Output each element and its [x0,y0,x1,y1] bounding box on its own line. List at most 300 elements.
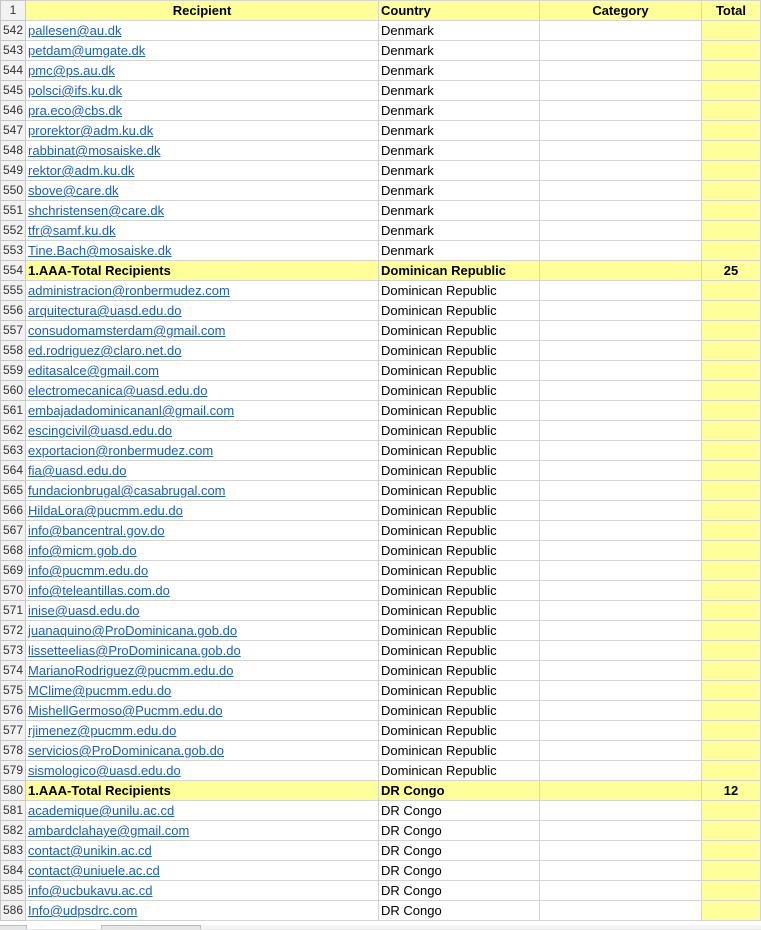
category-cell[interactable] [540,121,702,141]
recipient-cell[interactable] [26,281,379,301]
total-cell[interactable] [701,681,760,701]
row-number[interactable]: 585 [1,881,26,901]
country-cell[interactable]: Denmark [379,241,540,261]
recipient-cell[interactable] [26,41,379,61]
country-cell[interactable]: DR Congo [379,881,540,901]
row-number[interactable]: 562 [1,421,26,441]
total-cell[interactable] [701,281,760,301]
row-number[interactable]: 557 [1,321,26,341]
country-cell[interactable]: Dominican Republic [379,461,540,481]
row-number[interactable]: 551 [1,201,26,221]
recipient-cell[interactable] [26,861,379,881]
total-cell[interactable] [701,181,760,201]
category-cell[interactable] [540,641,702,661]
recipient-cell[interactable] [26,621,379,641]
sheet-tab[interactable] [26,925,102,929]
header-row [1,1,761,21]
country-cell[interactable]: Dominican Republic [379,721,540,741]
table-row [1,481,761,501]
recipient-cell[interactable] [26,61,379,81]
row-number[interactable]: 548 [1,141,26,161]
recipient-cell[interactable] [26,161,379,181]
email-link[interactable]: exportacion@ronbermudez.com [28,443,214,458]
category-cell[interactable] [540,601,702,621]
email-link[interactable]: electromecanica@uasd.edu.do [28,383,208,398]
country-cell[interactable]: Dominican Republic [379,361,540,381]
row-number[interactable]: 577 [1,721,26,741]
country-cell[interactable]: Dominican Republic [379,481,540,501]
total-cell[interactable] [701,381,760,401]
table-row [1,621,761,641]
total-cell[interactable] [701,361,760,381]
category-cell[interactable] [540,241,702,261]
category-cell[interactable] [540,81,702,101]
category-cell[interactable] [540,741,702,761]
recipient-cell[interactable] [26,501,379,521]
recipient-cell[interactable] [26,21,379,41]
row-number[interactable]: 542 [1,21,26,41]
country-cell[interactable]: Dominican Republic [379,541,540,561]
total-cell[interactable] [701,121,760,141]
email-link[interactable]: info@teleantillas.com.do [28,583,170,598]
recipient-cell[interactable] [26,321,379,341]
header-recipient[interactable]: Recipient [26,1,379,21]
country-cell[interactable]: Dominican Republic [379,521,540,541]
total-cell[interactable] [701,301,760,321]
total-cell[interactable] [701,581,760,601]
total-cell[interactable] [701,441,760,461]
row-number[interactable]: 586 [1,901,26,921]
country-cell[interactable]: DR Congo [379,801,540,821]
email-link[interactable]: embajadadominicananl@gmail.com [28,403,235,418]
email-link[interactable]: rabbinat@mosaiske.dk [28,143,161,158]
recipient-cell[interactable] [26,421,379,441]
total-cell[interactable] [701,641,760,661]
country-cell[interactable]: Denmark [379,221,540,241]
total-cell[interactable] [701,501,760,521]
category-cell[interactable] [540,521,702,541]
category-cell[interactable] [540,901,702,921]
table-row [1,601,761,621]
email-link[interactable]: info@ucbukavu.ac.cd [28,883,153,898]
row-number[interactable]: 546 [1,101,26,121]
total-cell[interactable] [701,621,760,641]
total-cell[interactable] [701,161,760,181]
table-row [1,861,761,881]
table-row [1,201,761,221]
row-number[interactable]: 580 [1,781,26,801]
category-cell[interactable] [540,461,702,481]
category-cell[interactable] [540,841,702,861]
total-cell[interactable]: 25 [701,261,760,281]
category-cell[interactable] [540,821,702,841]
table-row [1,341,761,361]
row-number[interactable]: 549 [1,161,26,181]
total-label-cell[interactable]: 1.AAA-Total Recipients [26,781,379,801]
recipient-cell[interactable] [26,101,379,121]
recipient-cell[interactable] [26,821,379,841]
row-number[interactable]: 550 [1,181,26,201]
email-link[interactable]: pra.eco@cbs.dk [28,103,123,118]
row-number[interactable]: 555 [1,281,26,301]
country-cell[interactable]: DR Congo [379,821,540,841]
email-link[interactable]: MClime@pucmm.edu.do [28,683,172,698]
email-link[interactable]: prorektor@adm.ku.dk [28,123,154,138]
category-cell[interactable] [540,221,702,241]
total-cell[interactable] [701,881,760,901]
country-cell[interactable]: Denmark [379,21,540,41]
country-cell[interactable]: Dominican Republic [379,761,540,781]
table-row [1,501,761,521]
category-cell[interactable] [540,561,702,581]
email-link[interactable]: editasalce@gmail.com [28,363,160,378]
recipient-cell[interactable] [26,361,379,381]
country-cell[interactable]: Dominican Republic [379,301,540,321]
recipient-cell[interactable] [26,341,379,361]
category-cell[interactable] [540,721,702,741]
total-cell[interactable] [701,801,760,821]
recipient-cell[interactable] [26,401,379,421]
email-link[interactable]: MishellGermoso@Pucmm.edu.do [28,703,223,718]
email-link[interactable]: lissetteelias@ProDominicana.gob.do [28,643,241,658]
total-cell[interactable] [701,321,760,341]
recipient-cell[interactable] [26,121,379,141]
country-cell[interactable]: Dominican Republic [379,741,540,761]
email-link[interactable]: contact@unikin.ac.cd [28,843,152,858]
country-cell[interactable]: Dominican Republic [379,441,540,461]
email-link[interactable]: servicios@ProDominicana.gob.do [28,743,225,758]
row-number[interactable]: 579 [1,761,26,781]
category-cell[interactable] [540,141,702,161]
horizontal-scrollbar[interactable] [200,925,761,929]
row-number[interactable]: 560 [1,381,26,401]
country-cell[interactable]: Denmark [379,181,540,201]
total-cell[interactable] [701,821,760,841]
country-cell[interactable]: Denmark [379,141,540,161]
row-number[interactable]: 574 [1,661,26,681]
email-link[interactable]: pallesen@au.dk [28,23,122,38]
recipient-cell[interactable] [26,381,379,401]
recipient-cell[interactable] [26,301,379,321]
email-link[interactable]: fundacionbrugal@casabrugal.com [28,483,226,498]
category-cell[interactable] [540,801,702,821]
recipient-cell[interactable] [26,221,379,241]
email-link[interactable]: sismologico@uasd.edu.do [28,763,181,778]
total-cell[interactable] [701,61,760,81]
recipient-cell[interactable] [26,181,379,201]
total-cell[interactable] [701,601,760,621]
country-cell[interactable]: Dominican Republic [379,321,540,341]
country-cell[interactable]: Dominican Republic [379,501,540,521]
country-cell[interactable]: DR Congo [379,841,540,861]
recipient-cell[interactable] [26,881,379,901]
email-link[interactable]: inise@uasd.edu.do [28,603,140,618]
category-cell[interactable] [540,181,702,201]
recipient-cell[interactable] [26,601,379,621]
total-cell[interactable] [701,841,760,861]
category-cell[interactable] [540,261,702,281]
recipient-cell[interactable] [26,641,379,661]
category-cell[interactable] [540,661,702,681]
total-cell[interactable] [701,761,760,781]
category-cell[interactable] [540,781,702,801]
category-cell[interactable] [540,441,702,461]
row-number[interactable]: 569 [1,561,26,581]
row-number[interactable]: 553 [1,241,26,261]
email-link[interactable]: juanaquino@ProDominicana.gob.do [28,623,238,638]
total-cell[interactable] [701,701,760,721]
country-cell[interactable]: Dominican Republic [379,641,540,661]
row-number[interactable]: 544 [1,61,26,81]
table-row [1,101,761,121]
category-cell[interactable] [540,361,702,381]
row-number[interactable]: 563 [1,441,26,461]
row-number[interactable]: 545 [1,81,26,101]
total-cell[interactable] [701,81,760,101]
country-cell[interactable]: Dominican Republic [379,621,540,641]
table-row [1,181,761,201]
category-cell[interactable] [540,161,702,181]
table-row [1,761,761,781]
recipient-cell[interactable] [26,241,379,261]
table-row [1,281,761,301]
country-cell[interactable]: Dominican Republic [379,661,540,681]
header-category[interactable]: Category [540,1,702,21]
email-link[interactable]: Tine.Bach@mosaiske.dk [28,243,172,258]
table-row [1,321,761,341]
category-cell[interactable] [540,101,702,121]
category-cell[interactable] [540,681,702,701]
recipient-cell[interactable] [26,481,379,501]
row-number[interactable]: 556 [1,301,26,321]
country-cell[interactable]: Dominican Republic [379,381,540,401]
category-cell[interactable] [540,501,702,521]
row-number[interactable]: 564 [1,461,26,481]
email-link[interactable]: tfr@samf.ku.dk [28,223,116,238]
table-row [1,361,761,381]
recipient-cell[interactable] [26,521,379,541]
row-number[interactable]: 547 [1,121,26,141]
total-cell[interactable] [701,141,760,161]
total-cell[interactable] [701,221,760,241]
email-link[interactable]: rektor@adm.ku.dk [28,163,135,178]
row-number[interactable]: 543 [1,41,26,61]
country-cell[interactable]: DR Congo [379,861,540,881]
row-number[interactable]: 567 [1,521,26,541]
country-cell[interactable]: Dominican Republic [379,341,540,361]
country-cell[interactable]: Denmark [379,81,540,101]
recipient-cell[interactable] [26,721,379,741]
row-number[interactable]: 566 [1,501,26,521]
email-link[interactable]: arquitectura@uasd.edu.do [28,303,182,318]
row-number[interactable]: 558 [1,341,26,361]
table-row [1,221,761,241]
row-number[interactable]: 572 [1,621,26,641]
total-cell[interactable] [701,721,760,741]
country-cell[interactable]: Dominican Republic [379,421,540,441]
recipient-cell[interactable] [26,461,379,481]
total-cell[interactable] [701,561,760,581]
email-link[interactable]: rjimenez@pucmm.edu.do [28,723,177,738]
email-link[interactable]: shchristensen@care.dk [28,203,165,218]
category-cell[interactable] [540,861,702,881]
category-cell[interactable] [540,541,702,561]
country-cell[interactable]: Dominican Republic [379,261,540,281]
category-cell[interactable] [540,41,702,61]
total-cell[interactable] [701,41,760,61]
email-link[interactable]: info@bancentral.gov.do [28,523,165,538]
email-link[interactable]: info@micm.gob.do [28,543,137,558]
recipient-cell[interactable] [26,741,379,761]
country-cell[interactable]: Denmark [379,61,540,81]
email-link[interactable]: contact@uniuele.ac.cd [28,863,160,878]
row-number[interactable]: 559 [1,361,26,381]
recipient-cell[interactable] [26,841,379,861]
category-cell[interactable] [540,581,702,601]
table-row [1,461,761,481]
email-link[interactable]: HildaLora@pucmm.edu.do [28,503,183,518]
country-cell[interactable]: DR Congo [379,901,540,921]
country-cell[interactable]: Denmark [379,161,540,181]
recipient-cell[interactable] [26,541,379,561]
row-number[interactable]: 565 [1,481,26,501]
row-number[interactable]: 584 [1,861,26,881]
category-cell[interactable] [540,701,702,721]
category-cell[interactable] [540,401,702,421]
recipient-cell[interactable] [26,681,379,701]
recipient-cell[interactable] [26,901,379,921]
total-cell[interactable] [701,201,760,221]
recipient-cell[interactable] [26,141,379,161]
total-cell[interactable] [701,101,760,121]
email-link[interactable]: polsci@ifs.ku.dk [28,83,123,98]
email-link[interactable]: Info@udpsdrc.com [28,903,138,918]
table-row [1,561,761,581]
category-cell[interactable] [540,21,702,41]
total-cell[interactable]: 12 [701,781,760,801]
country-cell[interactable]: Dominican Republic [379,701,540,721]
category-cell[interactable] [540,421,702,441]
category-cell[interactable] [540,61,702,81]
table-row [1,441,761,461]
email-link[interactable]: MarianoRodriguez@pucmm.edu.do [28,663,234,678]
category-cell[interactable] [540,321,702,341]
email-link[interactable]: sbove@care.dk [28,183,119,198]
country-cell[interactable]: Denmark [379,101,540,121]
table-row [1,701,761,721]
row-number[interactable]: 552 [1,221,26,241]
recipient-cell[interactable] [26,581,379,601]
row-number[interactable]: 570 [1,581,26,601]
row-number[interactable]: 571 [1,601,26,621]
table-row [1,141,761,161]
row-number[interactable]: 561 [1,401,26,421]
row-number[interactable]: 576 [1,701,26,721]
total-cell[interactable] [701,461,760,481]
email-link[interactable]: academique@unilu.ac.cd [28,803,175,818]
header-total[interactable]: Total [701,1,760,21]
row-number[interactable]: 1 [1,1,26,21]
total-cell[interactable] [701,421,760,441]
row-number[interactable]: 578 [1,741,26,761]
recipient-cell[interactable] [26,701,379,721]
country-cell[interactable]: Denmark [379,41,540,61]
country-cell[interactable]: Dominican Republic [379,681,540,701]
category-cell[interactable] [540,341,702,361]
email-link[interactable]: fia@uasd.edu.do [28,463,127,478]
country-cell[interactable]: Dominican Republic [379,281,540,301]
email-link[interactable]: ambardclahaye@gmail.com [28,823,190,838]
category-cell[interactable] [540,281,702,301]
row-number[interactable]: 575 [1,681,26,701]
table-row [1,641,761,661]
total-cell[interactable] [701,21,760,41]
country-cell[interactable]: Dominican Republic [379,581,540,601]
email-link[interactable]: ed.rodriguez@claro.net.do [28,343,182,358]
row-number[interactable]: 568 [1,541,26,561]
row-number[interactable]: 581 [1,801,26,821]
country-cell[interactable]: Dominican Republic [379,601,540,621]
country-cell[interactable]: Dominican Republic [379,401,540,421]
recipient-cell[interactable] [26,661,379,681]
category-cell[interactable] [540,881,702,901]
total-cell[interactable] [701,241,760,261]
total-cell[interactable] [701,401,760,421]
country-cell[interactable]: Dominican Republic [379,561,540,581]
total-cell[interactable] [701,861,760,881]
table-row [1,61,761,81]
row-number[interactable]: 583 [1,841,26,861]
category-cell[interactable] [540,481,702,501]
header-country[interactable]: Country [379,1,540,21]
total-cell[interactable] [701,661,760,681]
row-number[interactable]: 554 [1,261,26,281]
recipient-cell[interactable] [26,801,379,821]
total-label-cell[interactable]: 1.AAA-Total Recipients [26,261,379,281]
email-link[interactable]: petdam@umgate.dk [28,43,146,58]
email-link[interactable]: consudomamsterdam@gmail.com [28,323,226,338]
email-link[interactable]: escingcivil@uasd.edu.do [28,423,173,438]
country-cell[interactable]: Denmark [379,121,540,141]
table-row [1,301,761,321]
recipient-cell[interactable] [26,201,379,221]
row-number[interactable]: 582 [1,821,26,841]
row-number[interactable]: 573 [1,641,26,661]
category-cell[interactable] [540,201,702,221]
total-cell[interactable] [701,481,760,501]
total-cell[interactable] [701,901,760,921]
recipient-cell[interactable] [26,441,379,461]
country-cell[interactable]: DR Congo [379,781,540,801]
total-cell[interactable] [701,341,760,361]
category-cell[interactable] [540,621,702,641]
recipient-cell[interactable] [26,81,379,101]
country-cell[interactable]: Denmark [379,201,540,221]
category-cell[interactable] [540,381,702,401]
category-cell[interactable] [540,301,702,321]
category-cell[interactable] [540,761,702,781]
email-link[interactable]: info@pucmm.edu.do [28,563,149,578]
table-row [1,841,761,861]
total-cell[interactable] [701,541,760,561]
email-link[interactable]: administracion@ronbermudez.com [28,283,230,298]
email-link[interactable]: pmc@ps.au.dk [28,63,115,78]
total-cell[interactable] [701,521,760,541]
recipient-cell[interactable] [26,561,379,581]
total-cell[interactable] [701,741,760,761]
table-row [1,661,761,681]
recipient-cell[interactable] [26,761,379,781]
